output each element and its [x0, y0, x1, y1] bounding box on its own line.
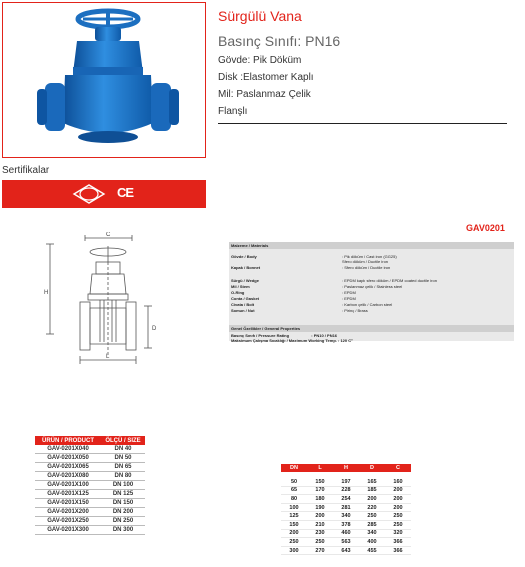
dimension-cell: 340 [333, 512, 359, 521]
product-title: Sürgülü Vana [218, 8, 302, 24]
size-cell: DN 125 [101, 490, 145, 499]
size-cell: DN 150 [101, 499, 145, 508]
table-row [281, 503, 411, 512]
size-cell: DN 65 [101, 463, 145, 472]
material-value: : EPDM [342, 290, 356, 295]
dimension-cell: 210 [307, 520, 333, 529]
material-part: O-Ring [231, 290, 245, 295]
product-cell: GAV-0201X065 [35, 463, 101, 472]
dimension-cell: 228 [333, 486, 359, 495]
size-cell: DN 250 [101, 517, 145, 526]
gate-valve-image [3, 3, 205, 157]
dimension-cell: 200 [385, 486, 411, 495]
dimension-cell: 230 [307, 529, 333, 538]
dimension-cell: 197 [333, 478, 359, 486]
dimension-cell: 150 [281, 520, 307, 529]
table-row [35, 490, 145, 499]
size-cell: DN 50 [101, 454, 145, 463]
product-photo-frame [2, 2, 206, 158]
column-header-dn: DN [281, 464, 307, 472]
table-row [35, 508, 145, 517]
certificates-label: Sertifikalar [2, 165, 50, 176]
table-row [35, 499, 145, 508]
ce-mark-text: CE [117, 185, 134, 200]
dimension-cell: 250 [359, 512, 385, 521]
material-value: : Karbon çelik / Carbon steel [342, 302, 393, 307]
dimension-cell: 220 [359, 503, 385, 512]
dimension-cell: 165 [359, 478, 385, 486]
materials-header: Malzeme / Materials [229, 242, 514, 249]
dimension-cell: 125 [281, 512, 307, 521]
product-cell: GAV-0201X250 [35, 517, 101, 526]
dimension-cell: 250 [281, 538, 307, 547]
table-row [281, 538, 411, 547]
material-part: Mil / Stem [231, 284, 250, 289]
material-value: : EPDM kaplı sfero döküm / EPDM coated ductile iron [342, 278, 437, 283]
column-header-c: C [385, 464, 411, 472]
column-header-d: D [359, 464, 385, 472]
dimension-cell: 563 [333, 538, 359, 547]
material-part: Gövde / Body [231, 254, 257, 259]
product-cell: GAV-0201X300 [35, 526, 101, 535]
material-part: Somun / Nut [231, 308, 255, 313]
material-part: Conta / Gasket [231, 296, 260, 301]
dimension-cell: 160 [385, 478, 411, 486]
dimension-cell: 80 [281, 495, 307, 504]
size-cell: DN 100 [101, 481, 145, 490]
material-part: Sürgü / Wedge [231, 278, 259, 283]
general-properties-header: Genel Özellikler / General Properties [229, 325, 514, 332]
product-cell: GAV-0201X200 [35, 508, 101, 517]
product-cell: GAV-0201X080 [35, 472, 101, 481]
table-row [281, 520, 411, 529]
dimension-cell: 250 [385, 512, 411, 521]
dimension-cell: 200 [385, 495, 411, 504]
pressure-class: Basınç Sınıfı: PN16 [218, 33, 341, 49]
column-header-size: ÖLÇÜ / SIZE [101, 436, 145, 445]
dimension-cell: 340 [359, 529, 385, 538]
column-header-h: H [333, 464, 359, 472]
general-property: Maksimum Çalışma Sıcaklığı / Maximum Working Temp. : 120 C° [231, 338, 353, 343]
dimension-cell: 643 [333, 546, 359, 555]
dimension-cell: 320 [385, 529, 411, 538]
table-row [281, 529, 411, 538]
size-cell: DN 80 [101, 472, 145, 481]
general-property: Basınç Sınıfı / Pressure Rating : PN10 / PN16 [231, 333, 338, 338]
material-value: : Paslanmaz çelik / Stainless steel [342, 284, 403, 289]
table-row [35, 463, 145, 472]
spec-stem: Mil: Paslanmaz Çelik [218, 89, 311, 100]
dimension-cell: 455 [359, 546, 385, 555]
materials-table [229, 242, 514, 341]
spec-body: Gövde: Pik Döküm [218, 55, 302, 66]
dimension-cell: 250 [307, 538, 333, 547]
dim-d-label: D [152, 326, 157, 332]
column-header-product: ÜRÜN / PRODUCT [35, 436, 101, 445]
table-row [35, 526, 145, 535]
column-header-l: L [307, 464, 333, 472]
dimensions-table [281, 464, 411, 555]
product-cell: GAV-0201X125 [35, 490, 101, 499]
product-size-table [35, 436, 145, 535]
product-code: GAV0201 [466, 223, 505, 233]
material-value: : EPDM [342, 296, 356, 301]
dim-c-label: C [106, 232, 111, 238]
dimension-cell: 200 [359, 495, 385, 504]
size-cell: DN 300 [101, 526, 145, 535]
material-value: : Sfero döküm / Ductile iron [342, 265, 391, 270]
table-row [281, 486, 411, 495]
material-value: : Pik döküm / Cast iron (GG25) [342, 254, 397, 259]
table-row [35, 481, 145, 490]
table-row [35, 454, 145, 463]
dimension-cell: 300 [281, 546, 307, 555]
product-cell: GAV-0201X150 [35, 499, 101, 508]
tse-logo-icon [72, 184, 106, 204]
dimension-cell: 200 [281, 529, 307, 538]
dimension-cell: 285 [359, 520, 385, 529]
dimension-cell: 270 [307, 546, 333, 555]
dimension-cell: 190 [307, 503, 333, 512]
dimension-cell: 460 [333, 529, 359, 538]
dimension-cell: 170 [307, 486, 333, 495]
table-row [281, 478, 411, 486]
divider [218, 123, 507, 124]
dimension-cell: 366 [385, 538, 411, 547]
dimension-cell: 150 [307, 478, 333, 486]
dimension-cell: 200 [385, 503, 411, 512]
product-cell: GAV-0201X040 [35, 445, 101, 454]
table-row [281, 512, 411, 521]
table-row [35, 517, 145, 526]
table-row [281, 546, 411, 555]
dimension-cell: 200 [307, 512, 333, 521]
spec-connection: Flanşlı [218, 106, 248, 117]
material-part: Civata / Bolt [231, 302, 255, 307]
spec-disk: Disk :Elastomer Kaplı [218, 72, 314, 83]
dim-h-label: H [44, 290, 49, 296]
technical-drawing [40, 232, 160, 368]
ce-mark [117, 185, 133, 200]
size-cell: DN 40 [101, 445, 145, 454]
dimension-cell: 378 [333, 520, 359, 529]
dim-l-label: L [106, 354, 110, 360]
dimension-cell: 180 [307, 495, 333, 504]
dimension-cell: 400 [359, 538, 385, 547]
dimension-cell: 366 [385, 546, 411, 555]
table-row [35, 472, 145, 481]
dimension-cell: 50 [281, 478, 307, 486]
dimension-cell: 281 [333, 503, 359, 512]
table-row [281, 495, 411, 504]
dimension-cell: 65 [281, 486, 307, 495]
dimension-cell: 100 [281, 503, 307, 512]
size-cell: DN 200 [101, 508, 145, 517]
material-value: Sfero döküm / Ductile iron [342, 259, 389, 264]
material-value: : Pirinç / Brass [342, 308, 368, 313]
dimension-cell: 254 [333, 495, 359, 504]
product-cell: GAV-0201X100 [35, 481, 101, 490]
material-part: Kapak / Bonnet [231, 265, 261, 270]
dimension-cell: 250 [385, 520, 411, 529]
table-row [35, 445, 145, 454]
dimension-cell: 185 [359, 486, 385, 495]
product-cell: GAV-0201X050 [35, 454, 101, 463]
